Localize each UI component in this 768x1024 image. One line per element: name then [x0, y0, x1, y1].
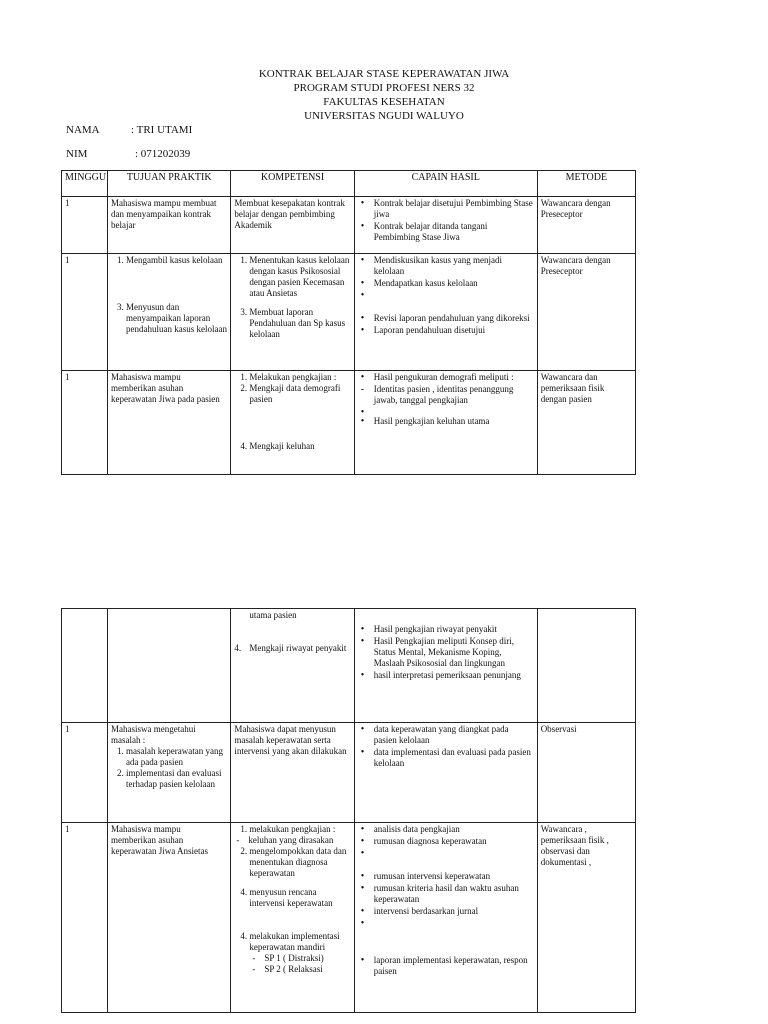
list-item: • analisis data pengkajian — [374, 824, 534, 835]
cell-capaian — [354, 723, 537, 823]
list-item: • Hasil pengkajian riwayat penyakit — [374, 624, 534, 635]
cell-tujuan: Mahasiswa mampu memberikan asuhan keperawatan Jiwa pada pasien — [108, 371, 231, 475]
cell-metode: Wawancara dengan Preseceptor — [537, 254, 635, 371]
spacer — [358, 610, 534, 624]
table-row — [62, 823, 636, 1013]
faculty-name: FAKULTAS KESEHATAN — [323, 96, 445, 108]
cell-kompetensi — [231, 609, 354, 723]
list-item: 1. masalah keperawatan yang ada pada pasien — [126, 746, 227, 768]
continued-text: utama pasien — [249, 610, 297, 620]
nama-value: : TRI UTAMI — [131, 124, 193, 136]
header-tujuan: TUJUAN PRAKTIK — [108, 171, 231, 197]
cell-tujuan: Mahasiswa mampu memberikan asuhan keperawatan Jiwa Ansietas — [108, 823, 231, 1013]
header-minggu: MINGGU — [62, 171, 108, 197]
list-item — [234, 643, 350, 654]
cell-kompetensi — [231, 823, 354, 1013]
cell-capaian — [354, 197, 537, 254]
spacer — [374, 407, 534, 415]
cell-metode — [537, 609, 635, 723]
cell-tujuan: Mahasiswa mampu membuat dan menyampaikan kontrak belajar — [108, 197, 231, 254]
cell-tujuan — [108, 609, 231, 723]
list-item: • Revisi laporan pendahuluan yang dikoreksi — [374, 313, 534, 324]
header-capaian: CAPAIN HASIL — [354, 171, 537, 197]
list-item: - SP 1 ( Distraksi) — [264, 953, 350, 964]
list-item: • Kontrak belajar disetujui Pembimbing Stase jiwa — [374, 198, 534, 220]
learning-contract-table — [61, 170, 636, 475]
cell-metode: Wawancara dengan Preseceptor — [537, 197, 635, 254]
university-name: UNIVERSITAS NGUDI WALUYO — [304, 110, 464, 122]
spacer — [234, 621, 350, 643]
list-item: • Hasil pengukuran demografi meliputi : — [374, 372, 534, 383]
list-item: 1. Menentukan kasus kelolaan dengan kasus Psikososial dengan pasien Kecemasan atau Ansietas — [249, 255, 350, 299]
cell-tujuan — [108, 254, 231, 371]
cell-kompetensi — [231, 371, 354, 475]
cell-minggu: 1 — [62, 371, 108, 475]
list-number: 4. — [234, 643, 242, 653]
list-item: 2. implementasi dan evaluasi terhadap pasien kelolaan — [126, 768, 227, 790]
spacer — [249, 909, 350, 931]
nama-label: NAMA — [66, 124, 100, 136]
header-metode: METODE — [537, 171, 635, 197]
list-item: • Laporan pendahuluan disetujui — [374, 325, 534, 336]
cell-metode: Wawancara dan pemeriksaan fisik dengan pasien — [537, 371, 635, 475]
list-item: 1. Mengambil kasus kelolaan — [126, 255, 227, 266]
list-item: - Identitas pasien , identitas penanggung jawab, tanggal pengkajian — [374, 384, 534, 406]
list-item: 3. Menyusun dan menyampaikan laporan pendahuluan kasus kelolaan — [126, 302, 227, 335]
list-item: • rumusan intervensi keperawatan — [374, 871, 534, 882]
list-item: • Kontrak belajar ditanda tangani Pembimbing Stase Jiwa — [374, 221, 534, 243]
list-item: • data keperawatan yang diangkat pada pasien kelolaan — [374, 724, 534, 746]
list-item: 4. Mengkaji keluhan — [249, 441, 350, 452]
list-item: • Hasil pengkajian keluhan utama — [374, 416, 534, 427]
cell-capaian — [354, 254, 537, 371]
spacer — [374, 290, 534, 312]
spacer — [374, 848, 534, 870]
cell-minggu: 1 — [62, 254, 108, 371]
cell-metode: Wawancara , pemeriksaan fisik , observasi dan dokumentasi , — [537, 823, 635, 1013]
list-item: • intervensi berdasarkan jurnal — [374, 906, 534, 917]
cell-capaian — [354, 371, 537, 475]
cell-minggu: 1 — [62, 823, 108, 1013]
doc-title: KONTRAK BELAJAR STASE KEPERAWATAN JIWA — [258, 68, 510, 80]
list-item: 2. Mengkaji data demografi pasien — [249, 383, 350, 405]
table-row — [62, 254, 636, 371]
learning-contract-table-continued — [61, 608, 636, 1013]
list-text: Mengkaji riwayat penyakit — [249, 643, 347, 653]
cell-text: Mahasiswa mengetahui masalah : — [111, 724, 196, 745]
spacer — [249, 879, 350, 887]
spacer — [249, 299, 350, 307]
cell-capaian — [354, 609, 537, 723]
list-item: 4. menyusun rencana intervensi keperawatan — [249, 887, 350, 909]
cell-minggu: 1 — [62, 197, 108, 254]
program-name: PROGRAM STUDI PROFESI NERS 32 — [293, 82, 475, 94]
list-item: • hasil interpretasi pemeriksaan penunjang — [374, 670, 534, 681]
table-header-row — [62, 171, 636, 197]
list-item: • Mendapatkan kasus kelolaan — [374, 278, 534, 289]
cell-minggu: 1 — [62, 723, 108, 823]
list-item: 2. mengelompokkan data dan menentukan diagnosa keperawatan — [249, 846, 350, 879]
table-row — [62, 609, 636, 723]
cell-metode: Observasi — [537, 723, 635, 823]
cell-minggu — [62, 609, 108, 723]
list-item: • rumusan diagnosa keperawatan — [374, 836, 534, 847]
list-item: • laporan implementasi keperawatan, respon paisen — [374, 955, 534, 977]
list-item: - keluhan yang dirasakan — [248, 835, 350, 846]
cell-kompetensi: Mahasiswa dapat menyusun masalah keperawatan serta intervensi yang akan dilakukan — [231, 723, 354, 823]
list-item: • rumusan kriteria hasil dan waktu asuhan keperawatan — [374, 883, 534, 905]
list-item: • Mendiskusikan kasus yang menjadi kelolaan — [374, 255, 534, 277]
list-item: 4. melakukan implementasi keperawatan mandiri — [249, 931, 350, 953]
list-item: 1. Melakukan pengkajian : — [249, 372, 350, 383]
nim-label: NIM — [66, 148, 88, 160]
header-kompetensi: KOMPETENSI — [231, 171, 354, 197]
list-item: 1. melakukan pengkajian : — [249, 824, 350, 835]
spacer — [249, 405, 350, 441]
cell-kompetensi — [231, 254, 354, 371]
spacer — [374, 918, 534, 954]
nim-value: : 071202039 — [135, 148, 191, 160]
table-row — [62, 197, 636, 254]
list-item: • data implementasi dan evaluasi pada pasien kelolaan — [374, 747, 534, 769]
list-item: - SP 2 ( Relaksasi — [264, 964, 350, 975]
cell-capaian — [354, 823, 537, 1013]
list-item: • Hasil Pengkajian meliputi Konsep diri, Status Mental, Mekanisme Koping, Maslaah Psikososial dan lingkungan — [374, 636, 534, 669]
table-row — [62, 371, 636, 475]
cell-tujuan — [108, 723, 231, 823]
cell-kompetensi: Membuat kesepakatan kontrak belajar dengan pembimbing Akademik — [231, 197, 354, 254]
list-item: 3. Membuat laporan Pendahuluan dan Sp kasus kelolaan — [249, 307, 350, 340]
spacer — [126, 266, 227, 302]
table-row — [62, 723, 636, 823]
